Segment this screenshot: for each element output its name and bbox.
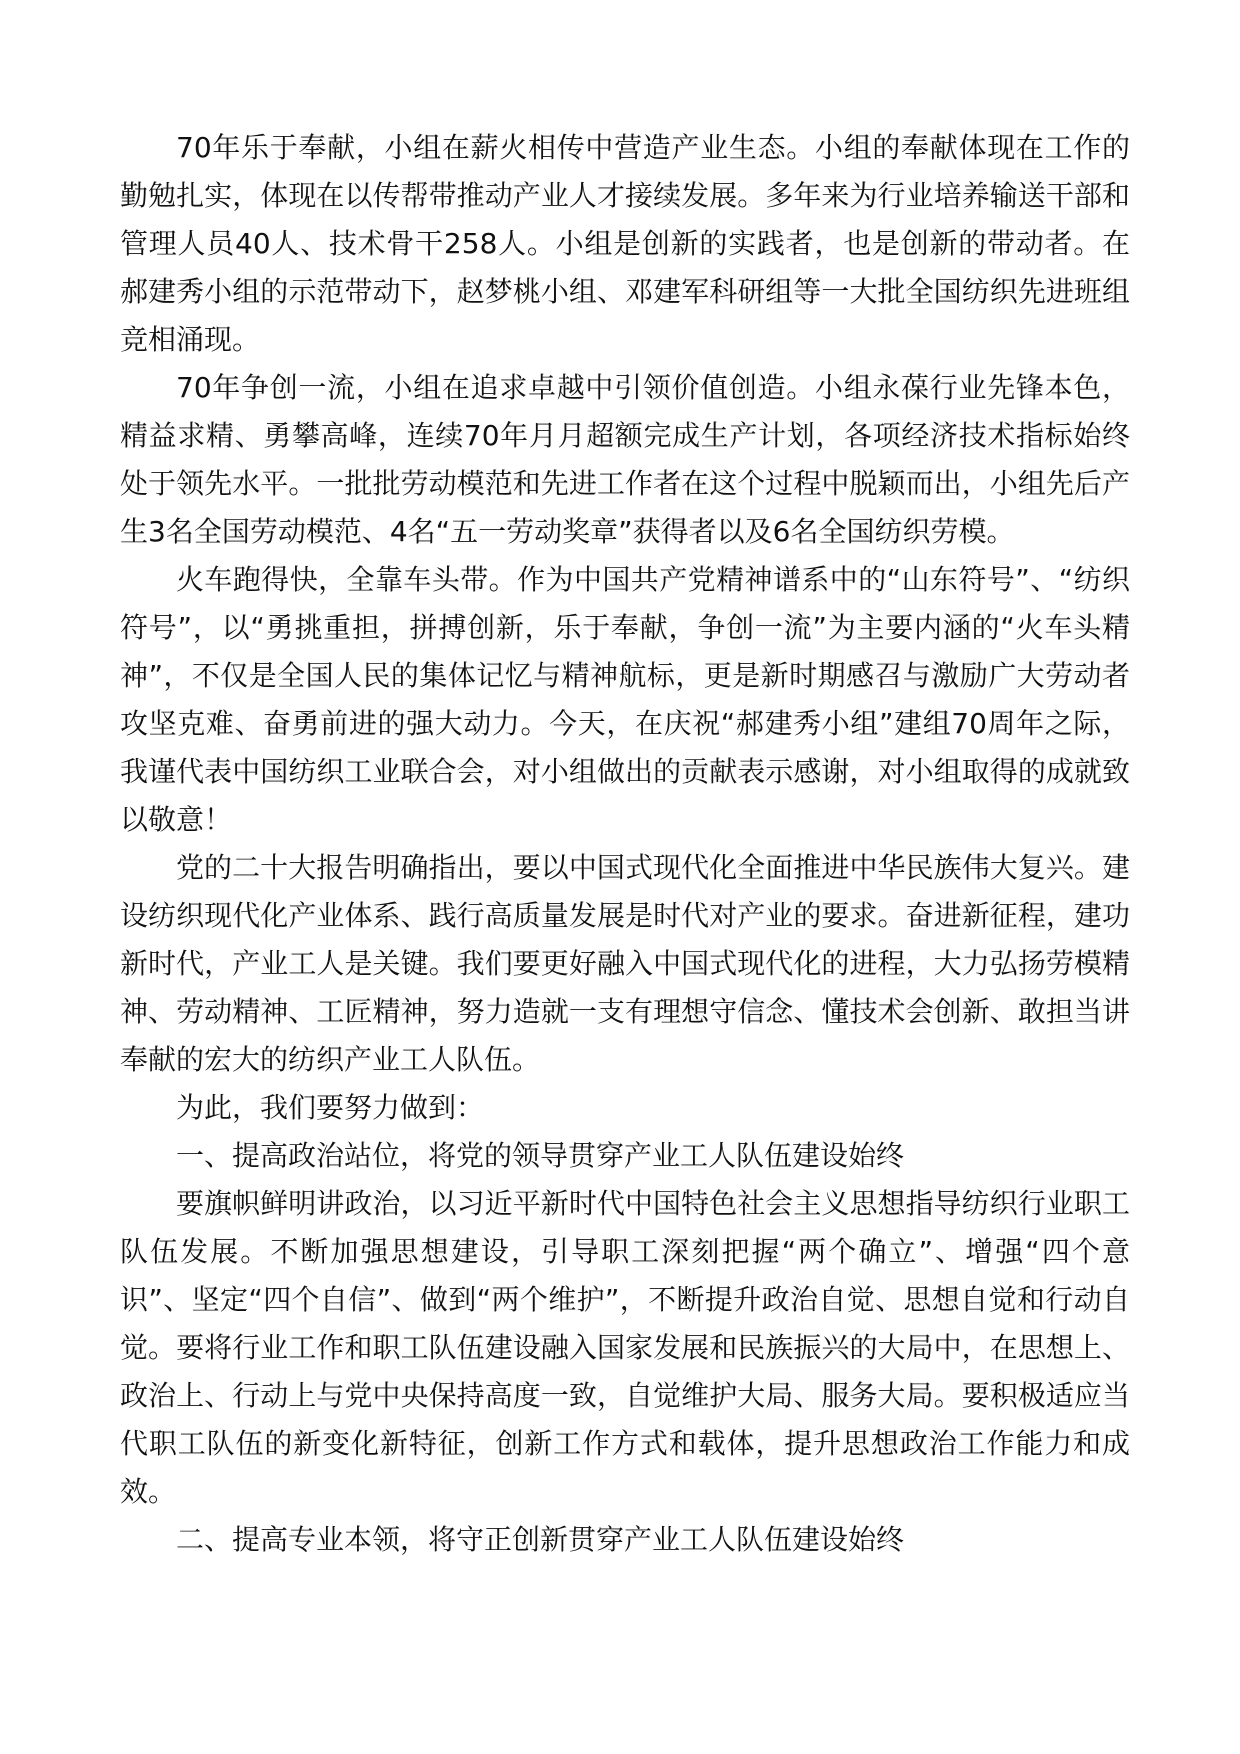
paragraph-twentieth-congress: 党的二十大报告明确指出，要以中国式现代化全面推进中华民族伟大复兴。建设纺织现代化产业体系、践行高质量发展是时代对产业的要求。奋进新征程，建功新时代，产业工人是关键。我们要更好融入中国式现代化的进程，大力弘扬劳模精神、劳动精神、工匠精神，努力造就一支有理想守信念、懂技术会创新、敢担当讲奉献的宏大的纺织产业工人队伍。 [120, 851, 1130, 1076]
document-body [120, 124, 1130, 1564]
paragraph-excellence: 70年争创一流，小组在追求卓越中引领价值创造。小组永葆行业先锋本色，精益求精、勇攀高峰，连续70年月月超额完成生产计划，各项经济技术指标始终处于领先水平。一批批劳动模范和先进工作者在这个过程中脱颖而出，小组先后产生3名全国劳动模范、4名“五一劳动奖章”获得者以及6名全国纺织劳模。 [120, 371, 1130, 548]
paragraph-dedication: 70年乐于奉献，小组在薪火相传中营造产业生态。小组的奉献体现在工作的勤勉扎实，体现在以传帮带推动产业人才接续发展。多年来为行业培养输送干部和管理人员40人、技术骨干258人。小组是创新的实践者，也是创新的带动者。在郝建秀小组的示范带动下，赵梦桃小组、邓建军科研组等一大批全国纺织先进班组竞相涌现。 [120, 131, 1130, 356]
paragraph-to-this-end: 为此，我们要努力做到： [176, 1091, 485, 1124]
section-heading-political-stance: 一、提高政治站位，将党的领导贯穿产业工人队伍建设始终 [176, 1139, 905, 1172]
section-heading-professional-skills: 二、提高专业本领，将守正创新贯穿产业工人队伍建设始终 [176, 1523, 905, 1556]
paragraph-locomotive-spirit: 火车跑得快，全靠车头带。作为中国共产党精神谱系中的“山东符号”、“纺织符号”，以“勇挑重担，拼搏创新，乐于奉献，争创一流”为主要内涵的“火车头精神”，不仅是全国人民的集体记忆与精神航标，更是新时期感召与激励广大劳动者攻坚克难、奋勇前进的强大动力。今天，在庆祝“郝建秀小组”建组70周年之际，我谨代表中国纺织工业联合会，对小组做出的贡献表示感谢，对小组取得的成就致以敬意！ [120, 563, 1130, 836]
paragraph-political-stance: 要旗帜鲜明讲政治，以习近平新时代中国特色社会主义思想指导纺织行业职工队伍发展。不断加强思想建设，引导职工深刻把握“两个确立”、增强“四个意识”、坚定“四个自信”、做到“两个维护”，不断提升政治自觉、思想自觉和行动自觉。要将行业工作和职工队伍建设融入国家发展和民族振兴的大局中，在思想上、政治上、行动上与党中央保持高度一致，自觉维护大局、服务大局。要积极适应当代职工队伍的新变化新特征，创新工作方式和载体，提升思想政治工作能力和成效。 [120, 1187, 1130, 1508]
